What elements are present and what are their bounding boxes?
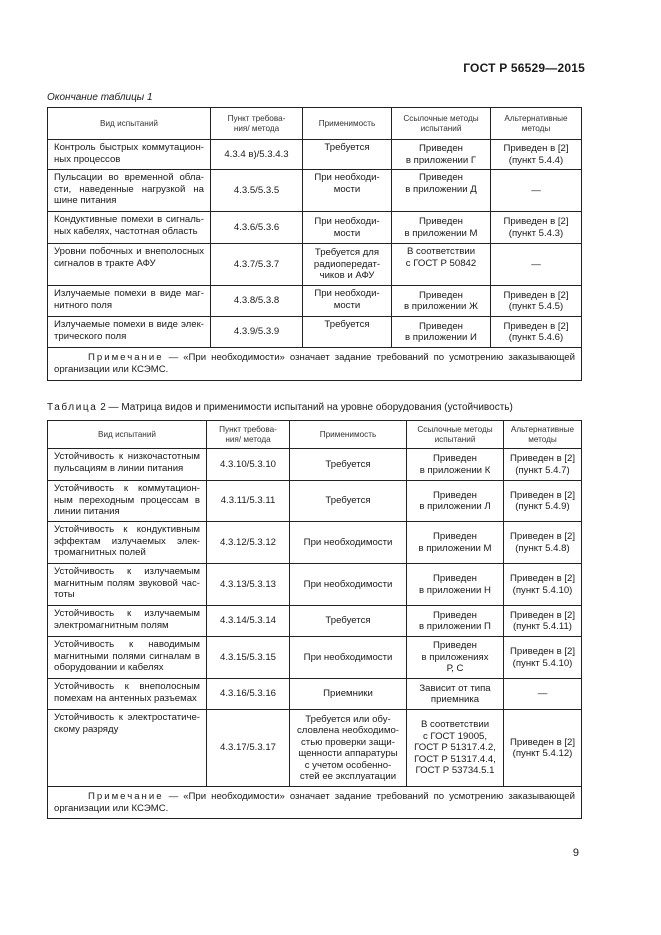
reference-methods-cell: Приведен в приложениях Р, С <box>407 637 504 679</box>
applicability-cell: Приемники <box>290 679 407 710</box>
reference-methods-cell: Приведен в приложении Ж <box>392 286 491 317</box>
test-type-cell: Кондуктивные помехи в сигналь-ных кабелях, частотная область <box>48 212 211 244</box>
note-label: Примечание <box>88 790 164 802</box>
applicability-cell: Требуется <box>303 140 392 170</box>
column-header: Применимость <box>303 108 392 140</box>
reference-methods-cell: Зависит от типа приемника <box>407 679 504 710</box>
applicability-cell: При необходимости <box>290 637 407 679</box>
test-type-cell: Устойчивость к кондуктивным эффектам излучаемых элек-тромагнитных полей <box>48 522 207 564</box>
clause-cell: 4.3.12/5.3.12 <box>207 522 290 564</box>
applicability-cell: Требуется <box>290 606 407 637</box>
applicability-cell: Требуется <box>290 481 407 522</box>
test-type-cell: Излучаемые помехи в виде маг-нитного поля <box>48 286 211 317</box>
alternative-methods-cell: Приведен в [2] (пункт 5.4.12) <box>504 710 582 787</box>
alternative-methods-cell: Приведен в [2] (пункт 5.4.10) <box>504 637 582 679</box>
table-row <box>48 606 582 637</box>
test-type-cell: Устойчивость к наводимым магнитными полями сигналам в оборудовании и кабелях <box>48 637 207 679</box>
column-header: Вид испытаний <box>48 108 211 140</box>
test-type-cell: Излучаемые помехи в виде элек-трического поля <box>48 317 211 348</box>
reference-methods-cell: Приведен в приложении И <box>392 317 491 348</box>
table-row <box>48 212 582 244</box>
clause-cell: 4.3.5/5.3.5 <box>211 170 303 212</box>
test-type-cell: Устойчивость к излучаемым магнитным полям звуковой час-тоты <box>48 564 207 606</box>
applicability-cell: При необходи- мости <box>303 170 392 212</box>
column-header: Ссылочные методы испытаний <box>407 421 504 449</box>
clause-cell: 4.3.15/5.3.15 <box>207 637 290 679</box>
test-type-cell: Уровни побочных и внеполосных сигналов в тракте АФУ <box>48 244 211 286</box>
alternative-methods-cell: — <box>491 170 582 212</box>
clause-cell: 4.3.7/5.3.7 <box>211 244 303 286</box>
table-row <box>48 481 582 522</box>
applicability-cell: Требуется <box>303 317 392 348</box>
column-header: Пункт требова- ния/ метода <box>207 421 290 449</box>
table2-caption <box>47 402 513 413</box>
table-row <box>48 522 582 564</box>
applicability-cell: При необходимости <box>290 564 407 606</box>
clause-cell: 4.3.10/5.3.10 <box>207 449 290 481</box>
column-header: Пункт требова- ния/ метода <box>211 108 303 140</box>
clause-cell: 4.3.8/5.3.8 <box>211 286 303 317</box>
reference-methods-cell: Приведен в приложении К <box>407 449 504 481</box>
applicability-cell: Требуется или обу- словлена необходимо- стью проверки защи- щенности аппаратуры с учетом особенно- стей ее эксплуатации <box>290 710 407 787</box>
table1-header-row <box>48 108 582 140</box>
table2 <box>47 420 582 819</box>
clause-cell: 4.3.17/5.3.17 <box>207 710 290 787</box>
clause-cell: 4.3.16/5.3.16 <box>207 679 290 710</box>
table-row <box>48 170 582 212</box>
alternative-methods-cell: Приведен в [2] (пункт 5.4.4) <box>491 140 582 170</box>
table-row <box>48 679 582 710</box>
table1-caption: Окончание таблицы 1 <box>47 92 153 103</box>
reference-methods-cell: Приведен в приложении П <box>407 606 504 637</box>
table2-note-row <box>48 787 582 819</box>
table-row <box>48 449 582 481</box>
column-header: Альтернативные методы <box>491 108 582 140</box>
column-header: Применимость <box>290 421 407 449</box>
alternative-methods-cell: Приведен в [2] (пункт 5.4.11) <box>504 606 582 637</box>
reference-methods-cell: Приведен в приложении М <box>407 522 504 564</box>
reference-methods-cell: Приведен в приложении Г <box>392 140 491 170</box>
table2-caption-text: 2 — Матрица видов и применимости испытаний на уровне оборудования (устойчивость) <box>97 402 513 413</box>
test-type-cell: Устойчивость к низкочастотным пульсациям в линии питания <box>48 449 207 481</box>
column-header: Ссылочные методы испытаний <box>392 108 491 140</box>
alternative-methods-cell: — <box>491 244 582 286</box>
alternative-methods-cell: — <box>504 679 582 710</box>
reference-methods-cell: Приведен в приложении М <box>392 212 491 244</box>
clause-cell: 4.3.4 в)/5.3.4.3 <box>211 140 303 170</box>
alternative-methods-cell: Приведен в [2] (пункт 5.4.9) <box>504 481 582 522</box>
note-text: — «При необходимости» означает задание требований по усмотрению заказывающей организации или КСЭМС. <box>54 352 575 375</box>
test-type-cell: Устойчивость к внеполосным помехам на антенных разъемах <box>48 679 207 710</box>
reference-methods-cell: В соответствии с ГОСТ Р 50842 <box>392 244 491 286</box>
note-label: Примечание <box>88 352 164 363</box>
applicability-cell: При необходи- мости <box>303 212 392 244</box>
table-row <box>48 317 582 348</box>
alternative-methods-cell: Приведен в [2] (пункт 5.4.8) <box>504 522 582 564</box>
clause-cell: 4.3.6/5.3.6 <box>211 212 303 244</box>
test-type-cell: Контроль быстрых коммутацион-ных процессов <box>48 140 211 170</box>
alternative-methods-cell: Приведен в [2] (пункт 5.4.3) <box>491 212 582 244</box>
table-row <box>48 637 582 679</box>
test-type-cell: Пульсации во временной обла-сти, наведенные нагрузкой на шине питания <box>48 170 211 212</box>
alternative-methods-cell: Приведен в [2] (пункт 5.4.7) <box>504 449 582 481</box>
clause-cell: 4.3.14/5.3.14 <box>207 606 290 637</box>
alternative-methods-cell: Приведен в [2] (пункт 5.4.6) <box>491 317 582 348</box>
applicability-cell: При необходи- мости <box>303 286 392 317</box>
applicability-cell: Требуется <box>290 449 407 481</box>
clause-cell: 4.3.13/5.3.13 <box>207 564 290 606</box>
table-row <box>48 564 582 606</box>
reference-methods-cell: Приведен в приложении Д <box>392 170 491 212</box>
table-row <box>48 244 582 286</box>
reference-methods-cell: Приведен в приложении Н <box>407 564 504 606</box>
applicability-cell: Требуется для радиопередат- чиков и АФУ <box>303 244 392 286</box>
reference-methods-cell: В соответствии с ГОСТ 19005, ГОСТ Р 51317.4.2, ГОСТ Р 51317.4.4, ГОСТ Р 53734.5.1 <box>407 710 504 787</box>
test-type-cell: Устойчивость к коммутацион-ным переходным процессам в линии питания <box>48 481 207 522</box>
table-row <box>48 710 582 787</box>
standard-code: ГОСТ Р 56529—2015 <box>463 61 585 75</box>
table1-note-row <box>48 348 582 381</box>
column-header: Вид испытаний <box>48 421 207 449</box>
clause-cell: 4.3.9/5.3.9 <box>211 317 303 348</box>
test-type-cell: Устойчивость к излучаемым электромагнитным полям <box>48 606 207 637</box>
column-header: Альтернативные методы <box>504 421 582 449</box>
table-row <box>48 286 582 317</box>
table1 <box>47 107 582 381</box>
table-row <box>48 140 582 170</box>
table1-note <box>48 348 582 381</box>
alternative-methods-cell: Приведен в [2] (пункт 5.4.10) <box>504 564 582 606</box>
reference-methods-cell: Приведен в приложении Л <box>407 481 504 522</box>
note-text: — «При необходимости» означает задание требований по усмотрению заказывающей организации или КСЭМС. <box>54 790 575 814</box>
clause-cell: 4.3.11/5.3.11 <box>207 481 290 522</box>
applicability-cell: При необходимости <box>290 522 407 564</box>
alternative-methods-cell: Приведен в [2] (пункт 5.4.5) <box>491 286 582 317</box>
test-type-cell: Устойчивость к электростатиче-скому разряду <box>48 710 207 787</box>
table2-note <box>48 787 582 819</box>
table2-caption-label: Таблица <box>47 402 98 413</box>
page-number: 9 <box>572 847 579 859</box>
table2-header-row <box>48 421 582 449</box>
